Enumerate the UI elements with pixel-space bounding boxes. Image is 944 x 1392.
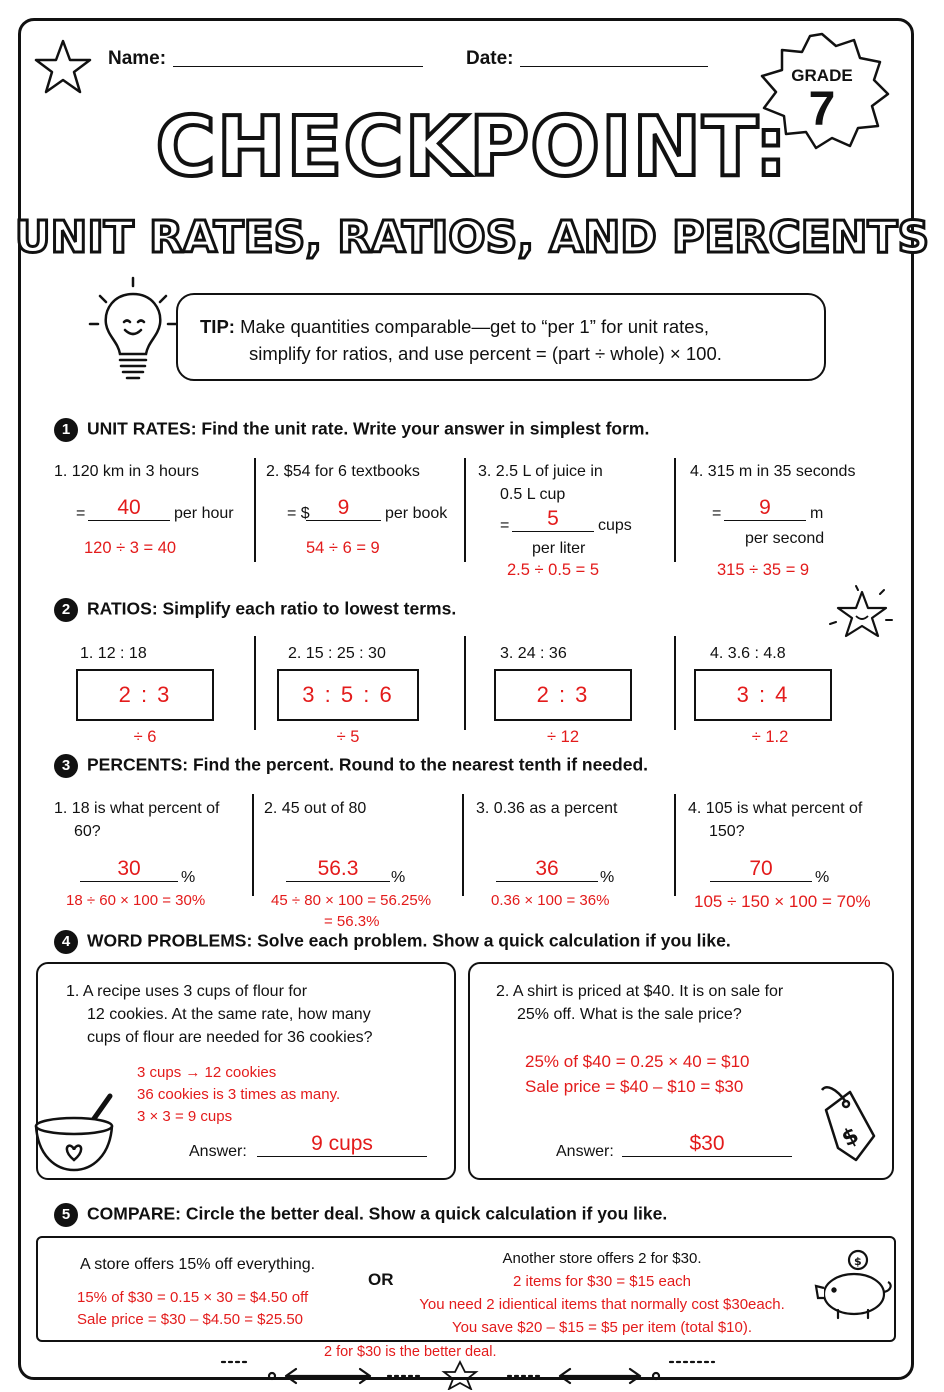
percent-answer-2[interactable]: 56.3: [286, 857, 390, 882]
unit-label-2: per second: [745, 530, 825, 547]
word-problem-2-text: [496, 980, 783, 1026]
unit-rate-answer-2[interactable]: 9: [306, 496, 381, 521]
section-4-number: 4: [54, 930, 78, 954]
left-offer[interactable]: A store offers 15% off everything.: [80, 1256, 316, 1273]
right-offer-text: Another store offers 2 for $30.: [502, 1250, 702, 1267]
piggy-bank-icon: [812, 1246, 894, 1322]
word-problem-1-line-1: 1. A recipe uses 3 cups of flour for: [66, 983, 308, 1000]
equals-dollar: = $: [287, 505, 310, 522]
section-3-title: PERCENTS: Find the percent. Round to the nearest tenth if needed.: [87, 754, 649, 775]
word-problem-1-line-3: cups of flour are needed for 36 cookies?: [87, 1029, 373, 1046]
ratio-work-4: ÷ 1.2: [751, 728, 789, 746]
percent-sign: %: [600, 869, 615, 886]
unit-rate-work-4: 315 ÷ 35 = 9: [717, 561, 810, 579]
divider: [674, 458, 676, 562]
percent-sign: %: [181, 869, 196, 886]
equals-sign: =: [712, 505, 722, 522]
percent-sign: %: [391, 869, 406, 886]
section-1-heading: [54, 418, 649, 442]
ratio-work-2: ÷ 5: [336, 728, 360, 746]
unit-rate-work-2: 54 ÷ 6 = 9: [306, 539, 380, 557]
percent-answer-1[interactable]: 30: [80, 857, 178, 882]
work-line: You need 2 idientical items that normally cost $30each.: [419, 1296, 785, 1313]
unit-label: m: [810, 505, 824, 522]
ratio-question-1: 1. 12 : 18: [80, 645, 147, 662]
percent-work-3: 0.36 × 100 = 36%: [491, 892, 610, 909]
percent-work-1: 18 ÷ 60 × 100 = 30%: [66, 892, 206, 909]
star-icon: [33, 38, 93, 96]
page-subtitle: UNIT RATES, RATIOS, AND PERCENTS: [14, 212, 930, 263]
work-line: 2 items for $30 = $15 each: [512, 1273, 692, 1290]
unit-label: per book: [385, 505, 448, 522]
equals-sign: =: [500, 517, 510, 534]
left-offer-work: [77, 1287, 308, 1331]
answer-label: Answer:: [556, 1143, 614, 1160]
word-problem-2-line-2: 25% off. What is the sale price?: [517, 1006, 742, 1023]
section-5-heading: [54, 1203, 667, 1227]
section-4-heading: [54, 930, 731, 954]
ratio-answer-3: 2 : 3: [536, 682, 590, 707]
percent-question-1-line-2: 60?: [74, 823, 101, 840]
or-label: OR: [368, 1270, 394, 1289]
unit-label: per hour: [174, 505, 234, 522]
mixing-bowl-icon: [34, 1090, 134, 1174]
unit-rate-work-3: 2.5 ÷ 0.5 = 5: [507, 561, 600, 579]
divider: [462, 794, 464, 896]
divider: [252, 794, 254, 896]
ratio-answer-4: 3 : 4: [736, 682, 790, 707]
right-offer[interactable]: [410, 1247, 794, 1339]
section-3-number: 3: [54, 754, 78, 778]
divider: [674, 636, 676, 730]
ratio-question-2: 2. 15 : 25 : 30: [288, 645, 386, 662]
work-line: Sale price = $40 – $10 = $30: [525, 1077, 744, 1096]
work-line: 15% of $30 = 0.15 × 30 = $4.50 off: [77, 1289, 309, 1306]
section-1-title: UNIT RATES: Find the unit rate. Write your answer in simplest form.: [87, 418, 650, 439]
divider: [464, 458, 466, 562]
percent-work-2-line-2: = 56.3%: [324, 913, 380, 930]
svg-text:$: $: [837, 1122, 864, 1153]
date-label: Date:: [466, 48, 514, 69]
unit-rate-question-4: 4. 315 m in 35 seconds: [690, 463, 856, 480]
grade-label: GRADE: [791, 66, 853, 85]
section-2-title: RATIOS: Simplify each ratio to lowest terms.: [87, 598, 457, 619]
percent-work-4: 105 ÷ 150 × 100 = 70%: [694, 892, 871, 911]
word-problem-1-text: [66, 980, 373, 1049]
work-line: 25% of $40 = 0.25 × 40 = $10: [525, 1052, 750, 1071]
work-line: 3 cups → 12 cookies: [137, 1064, 277, 1081]
percent-question-4: 4. 105 is what percent of: [688, 800, 863, 817]
section-2-heading: [54, 598, 456, 622]
compare-conclusion: 2 for $30 is the better deal.: [324, 1344, 497, 1360]
unit-rate-question-3: 3. 2.5 L of juice in: [478, 463, 603, 480]
word-problem-1-answer[interactable]: 9 cups: [257, 1132, 427, 1157]
divider: [254, 636, 256, 730]
equals-sign: =: [76, 505, 86, 522]
percent-answer-3[interactable]: 36: [496, 857, 598, 882]
percent-sign: %: [815, 869, 830, 886]
ratio-answer-2: 3 : 5 : 6: [302, 682, 394, 707]
percent-answer-4[interactable]: 70: [710, 857, 812, 882]
section-5-number: 5: [54, 1203, 78, 1227]
unit-rate-answer-3[interactable]: 5: [512, 507, 594, 532]
word-problem-2-work: [525, 1049, 750, 1099]
section-3-heading: [54, 754, 648, 778]
tip-line-2: simplify for ratios, and use percent = (part ÷ whole) × 100.: [249, 343, 722, 364]
ratio-question-3: 3. 24 : 36: [500, 645, 567, 662]
ratio-answer-1: 2 : 3: [118, 682, 172, 707]
unit-rate-question-3-line-2: 0.5 L cup: [500, 486, 566, 503]
word-problem-2-answer[interactable]: $30: [622, 1132, 792, 1157]
unit-rate-answer-1[interactable]: 40: [88, 496, 170, 521]
decorative-arrows-icon: [220, 1356, 720, 1390]
work-line: You save $20 – $15 = $5 per item (total $10).: [451, 1319, 753, 1336]
tip-text: [200, 313, 722, 367]
divider: [674, 794, 676, 896]
unit-rate-question-2: 2. $54 for 6 textbooks: [266, 463, 420, 480]
divider: [464, 636, 466, 730]
percent-question-3: 3. 0.36 as a percent: [476, 800, 618, 817]
price-tag-icon: [812, 1078, 882, 1164]
word-problem-2-line-1: 2. A shirt is priced at $40. It is on sale for: [496, 983, 784, 1000]
percent-question-2: 2. 45 out of 80: [264, 800, 367, 817]
smiling-star-icon: [826, 584, 898, 646]
section-4-title: WORD PROBLEMS: Solve each problem. Show a quick calculation if you like.: [87, 930, 731, 951]
percent-work-2: 45 ÷ 80 × 100 = 56.25%: [271, 892, 432, 909]
section-5-title: COMPARE: Circle the better deal. Show a quick calculation if you like.: [87, 1203, 668, 1224]
divider: [254, 458, 256, 562]
date-field[interactable]: [520, 66, 708, 67]
work-line: 3 × 3 = 9 cups: [137, 1108, 233, 1125]
work-line: 36 cookies is 3 times as many.: [137, 1086, 341, 1103]
ratio-question-4: 4. 3.6 : 4.8: [710, 645, 786, 662]
name-field[interactable]: [173, 66, 423, 67]
section-2-number: 2: [54, 598, 78, 622]
lightbulb-icon: [86, 276, 180, 394]
percent-question-4-line-2: 150?: [709, 823, 745, 840]
ratio-work-3: ÷ 12: [547, 728, 579, 746]
tip-label: TIP:: [200, 316, 235, 337]
section-1-number: 1: [54, 418, 78, 442]
svg-text:$: $: [854, 1255, 862, 1268]
word-problem-1-line-2: 12 cookies. At the same rate, how many: [87, 1006, 371, 1023]
unit-rate-answer-4[interactable]: 9: [724, 496, 806, 521]
unit-rate-work-1: 120 ÷ 3 = 40: [84, 539, 177, 557]
tip-line-1: Make quantities comparable—get to “per 1” for unit rates,: [240, 316, 709, 337]
ratio-work-1: ÷ 6: [133, 728, 157, 746]
answer-label: Answer:: [189, 1143, 247, 1160]
unit-rate-question-1: 1. 120 km in 3 hours: [54, 463, 199, 480]
unit-label: cups: [598, 517, 632, 534]
name-label: Name:: [108, 48, 167, 69]
page-title: CHECKPOINT:: [155, 100, 789, 195]
word-problem-1-work: [137, 1062, 340, 1128]
percent-question-1: 1. 18 is what percent of: [54, 800, 220, 817]
grade-number: 7: [808, 83, 836, 136]
unit-label-2: per liter: [532, 540, 586, 557]
work-line: Sale price = $30 – $4.50 = $25.50: [77, 1311, 304, 1328]
